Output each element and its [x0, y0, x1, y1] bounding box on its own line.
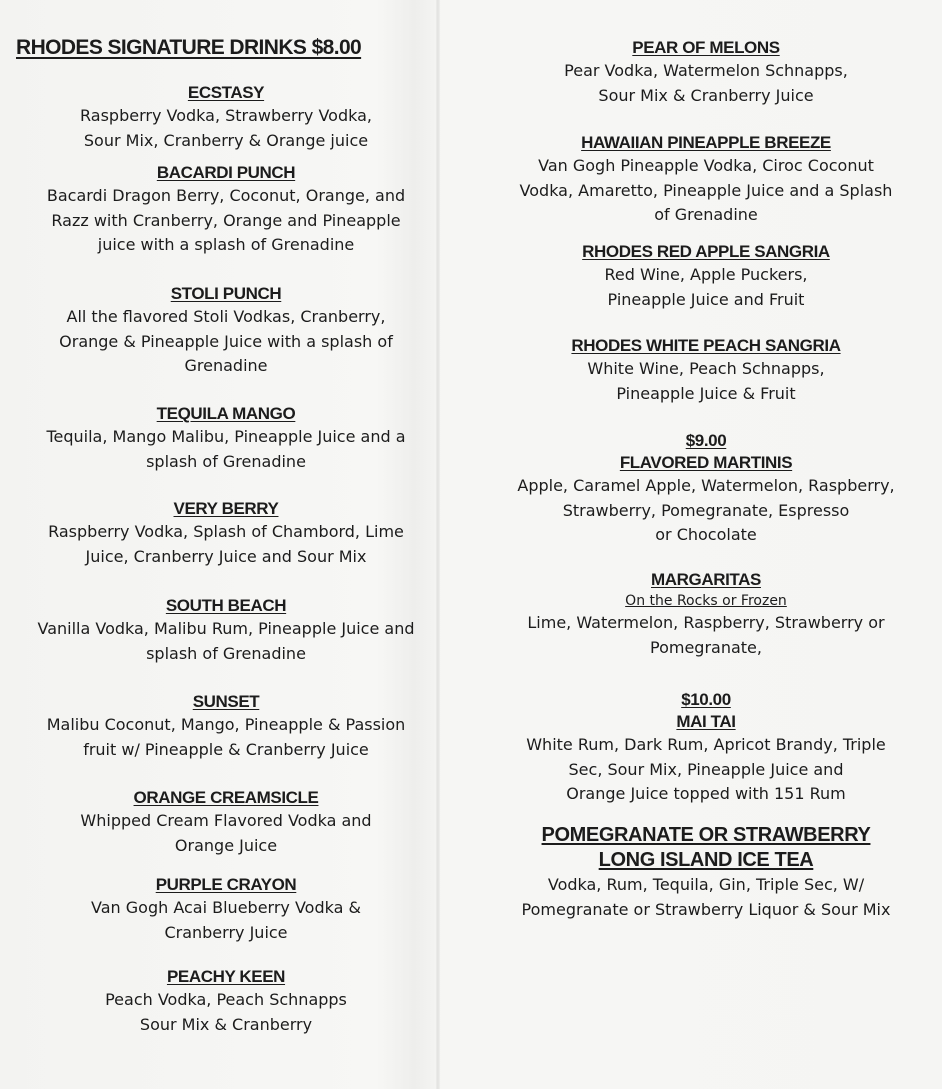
drink-ingredients: Peach Vodka, Peach Schnapps — [105, 990, 347, 1009]
drink-ingredients: Raspberry Vodka, Strawberry Vodka, — [80, 106, 372, 125]
price-heading: $10.00 — [681, 690, 731, 709]
drink-name: PEAR OF MELONS — [632, 38, 780, 57]
drink-stoli-punch — [18, 283, 434, 379]
drink-ingredients: Pineapple Juice and Fruit — [607, 289, 805, 309]
drink-name: SOUTH BEACH — [165, 596, 287, 615]
drink-name: TEQUILA MANGO — [156, 404, 296, 423]
drink-name: HAWAIIAN PINEAPPLE BREEZE — [581, 133, 831, 152]
drink-ingredients: Tequila, Mango Malibu, Pineapple Juice and a — [46, 427, 406, 446]
section-ten-dollars — [486, 689, 926, 807]
drink-ingredients: Van Gogh Acai Blueberry Vodka & — [91, 898, 361, 917]
drink-hawaiian-pineapple-breeze — [486, 132, 926, 228]
drink-ingredients: Sour Mix & Cranberry Juice — [598, 85, 814, 105]
left-column — [18, 0, 434, 1089]
drink-ingredients: Vanilla Vodka, Malibu Rum, Pineapple Juice and — [37, 619, 415, 638]
drink-ecstasy — [18, 82, 434, 153]
drink-name: PURPLE CRAYON — [155, 875, 297, 894]
drink-tequila-mango — [18, 403, 434, 474]
drink-ingredients: Van Gogh Pineapple Vodka, Ciroc Coconut — [538, 156, 874, 175]
drink-ingredients: Sec, Sour Mix, Pineapple Juice and — [568, 759, 844, 779]
drink-white-peach-sangria — [486, 335, 926, 406]
page-fold — [436, 0, 440, 1089]
drink-orange-creamsicle — [18, 787, 434, 858]
price-heading: $9.00 — [685, 431, 727, 450]
drink-ingredients: Bacardi Dragon Berry, Coconut, Orange, and — [46, 186, 406, 205]
drink-ingredients: Grenadine — [184, 356, 268, 375]
drink-ingredients: Lime, Watermelon, Raspberry, Strawberry or — [527, 613, 885, 632]
drink-ingredients: Vodka, Amaretto, Pineapple Juice and a Splash — [519, 180, 893, 200]
menu-title: RHODES SIGNATURE DRINKS $8.00 — [16, 36, 362, 59]
drink-ingredients: fruit w/ Pineapple & Cranberry Juice — [83, 739, 369, 759]
drink-bacardi-punch — [18, 162, 434, 258]
drink-ingredients: Sour Mix & Cranberry — [139, 1014, 313, 1034]
drink-ingredients: All the flavored Stoli Vodkas, Cranberry, — [66, 307, 386, 326]
drink-south-beach — [18, 595, 434, 666]
drink-ingredients: Apple, Caramel Apple, Watermelon, Raspberry, — [517, 476, 895, 495]
drink-subtitle: On the Rocks or Frozen — [625, 593, 787, 609]
drink-ingredients: White Wine, Peach Schnapps, — [587, 359, 825, 378]
drink-long-island — [486, 823, 926, 922]
drink-name: RHODES RED APPLE SANGRIA — [582, 242, 830, 261]
drink-name: SUNSET — [192, 692, 260, 711]
drink-name: FLAVORED MARTINIS — [619, 453, 793, 472]
drink-ingredients: Pear Vodka, Watermelon Schnapps, — [564, 61, 848, 80]
drink-ingredients: Pomegranate or Strawberry Liquor & Sour Mix — [521, 899, 891, 919]
drink-pear-of-melons — [486, 37, 926, 108]
drink-ingredients: White Rum, Dark Rum, Apricot Brandy, Triple — [526, 735, 886, 754]
drink-ingredients: Red Wine, Apple Puckers, — [604, 265, 808, 284]
drink-ingredients: of Grenadine — [654, 205, 758, 224]
drink-ingredients: Juice, Cranberry Juice and Sour Mix — [85, 546, 367, 566]
drink-ingredients: splash of Grenadine — [146, 451, 306, 471]
drink-name: ECSTASY — [187, 83, 265, 102]
drink-margaritas — [486, 569, 926, 660]
drink-ingredients: Whipped Cream Flavored Vodka and — [80, 811, 372, 830]
right-column — [486, 0, 926, 1089]
drink-ingredients: Raspberry Vodka, Splash of Chambord, Lime — [48, 522, 404, 541]
section-nine-dollars — [486, 430, 926, 548]
drink-ingredients: Pomegranate, — [650, 637, 762, 657]
drink-name: BACARDI PUNCH — [156, 163, 296, 182]
drink-name: POMEGRANATE OR STRAWBERRY — [541, 824, 871, 846]
drink-very-berry — [18, 498, 434, 569]
drink-ingredients: Cranberry Juice — [164, 922, 288, 942]
drink-peachy-keen — [18, 966, 434, 1037]
drink-ingredients: splash of Grenadine — [146, 643, 306, 663]
drink-name: ORANGE CREAMSICLE — [133, 788, 319, 807]
drink-name: MAI TAI — [676, 712, 736, 731]
drink-ingredients: Orange & Pineapple Juice with a splash of — [59, 331, 393, 351]
drink-sunset — [18, 691, 434, 762]
drink-ingredients: Vodka, Rum, Tequila, Gin, Triple Sec, W/ — [547, 875, 865, 894]
drink-ingredients: or Chocolate — [655, 525, 757, 544]
drink-name: PEACHY KEEN — [166, 967, 286, 986]
drink-purple-crayon — [18, 874, 434, 945]
drink-ingredients: Razz with Cranberry, Orange and Pineapple — [51, 210, 401, 230]
drink-name: LONG ISLAND ICE TEA — [598, 849, 814, 871]
drink-name: STOLI PUNCH — [170, 284, 282, 303]
drink-name: VERY BERRY — [173, 499, 279, 518]
drink-ingredients: Pineapple Juice & Fruit — [616, 383, 796, 403]
drink-ingredients: Malibu Coconut, Mango, Pineapple & Passion — [46, 715, 406, 734]
drink-ingredients: juice with a splash of Grenadine — [97, 235, 355, 254]
drink-ingredients: Sour Mix, Cranberry & Orange juice — [83, 130, 369, 150]
drink-name: RHODES WHITE PEACH SANGRIA — [571, 336, 841, 355]
drink-red-apple-sangria — [486, 241, 926, 312]
drink-ingredients: Orange Juice topped with 151 Rum — [566, 784, 846, 803]
drink-name: MARGARITAS — [651, 570, 761, 589]
drink-ingredients: Orange Juice — [174, 835, 278, 855]
drink-ingredients: Strawberry, Pomegranate, Espresso — [562, 500, 850, 520]
